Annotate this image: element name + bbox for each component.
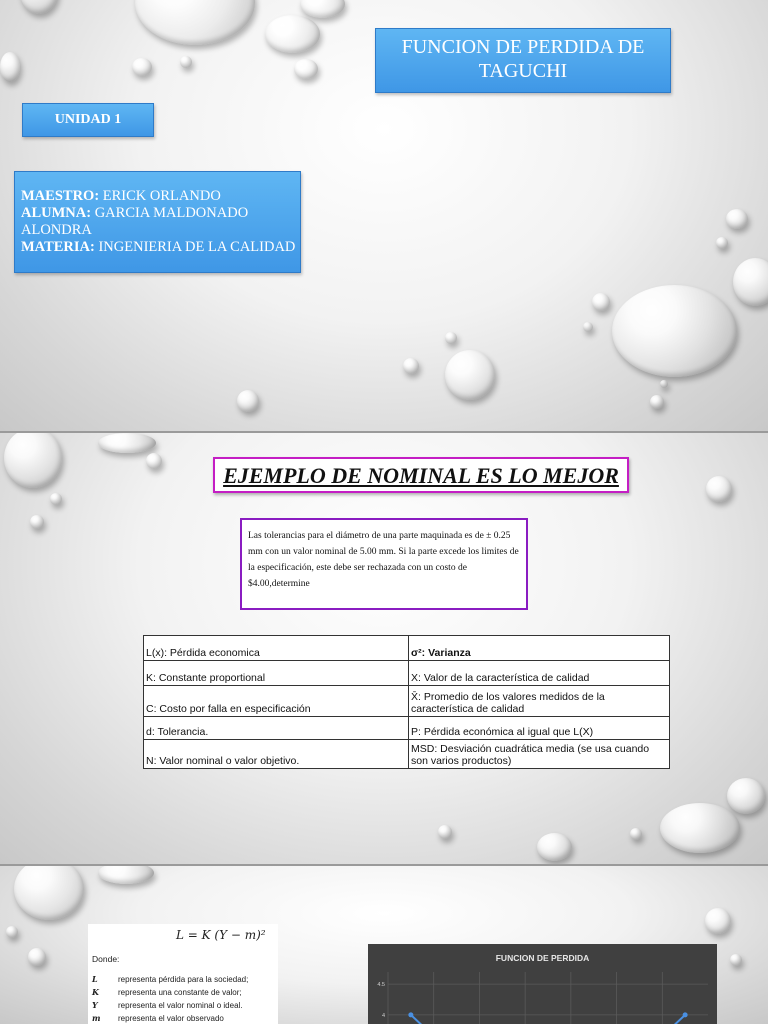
water-drop bbox=[583, 322, 593, 332]
water-drop bbox=[726, 209, 748, 229]
water-drop bbox=[660, 380, 668, 388]
water-drop bbox=[294, 59, 318, 79]
definition-text: representa el valor observado bbox=[118, 1014, 224, 1023]
table-cell: P: Pérdida económica al igual que L(X) bbox=[409, 717, 670, 740]
water-drop bbox=[265, 15, 320, 53]
definition-row bbox=[92, 987, 242, 997]
slide-example bbox=[0, 433, 768, 864]
water-drop bbox=[14, 866, 84, 920]
table-cell: L(x): Pérdida economica bbox=[144, 636, 409, 661]
table-row bbox=[144, 717, 670, 740]
y-tick-label: 4 bbox=[381, 1012, 385, 1019]
definition-row bbox=[92, 1013, 224, 1023]
table-cell: K: Constante proportional bbox=[144, 661, 409, 686]
definitions-table bbox=[143, 635, 670, 769]
chart-plot bbox=[368, 944, 717, 1024]
symbol: K bbox=[92, 987, 99, 997]
water-drop bbox=[445, 332, 457, 344]
table-cell: X: Valor de la característica de calidad bbox=[409, 661, 670, 686]
water-drop bbox=[727, 778, 765, 814]
table-row bbox=[144, 686, 670, 717]
table-cell: d: Tolerancia. bbox=[144, 717, 409, 740]
water-drop bbox=[706, 476, 732, 502]
student-name: GARCIA MALDONADO ALONDRA bbox=[21, 205, 249, 238]
table-row bbox=[144, 636, 670, 661]
table-cell: X̄: Promedio de los valores medidos de la característica de calidad bbox=[409, 686, 670, 717]
water-drop bbox=[98, 866, 154, 884]
water-drop bbox=[733, 258, 768, 306]
water-drop bbox=[237, 390, 259, 412]
water-drop bbox=[630, 828, 642, 840]
definition-text: representa pérdida para la sociedad; bbox=[118, 975, 249, 984]
water-drop bbox=[28, 948, 46, 966]
student-label: ALUMNA: bbox=[21, 205, 92, 221]
water-drop bbox=[716, 237, 728, 249]
water-drop bbox=[30, 515, 44, 529]
symbol: L bbox=[92, 974, 98, 984]
water-drop bbox=[132, 58, 152, 76]
table-cell: σ²: Varianza bbox=[409, 636, 670, 661]
teacher-line bbox=[21, 188, 300, 205]
table-cell: N: Valor nominal o valor objetivo. bbox=[144, 740, 409, 769]
water-drop bbox=[50, 493, 62, 505]
water-drop bbox=[660, 803, 740, 853]
water-drop bbox=[300, 0, 345, 18]
slide-title bbox=[0, 0, 768, 431]
table-cell: C: Costo por falla en especificación bbox=[144, 686, 409, 717]
water-drop bbox=[592, 293, 610, 311]
water-drop bbox=[146, 453, 162, 469]
water-drop bbox=[4, 433, 62, 488]
subject-name: INGENIERIA DE LA CALIDAD bbox=[94, 239, 296, 255]
water-drop bbox=[730, 954, 742, 966]
definition-row bbox=[92, 1000, 243, 1010]
y-tick-label: 4.5 bbox=[377, 982, 385, 989]
water-drop bbox=[612, 285, 737, 377]
definition-text: representa una constante de valor; bbox=[118, 988, 242, 997]
water-drop bbox=[445, 350, 495, 400]
water-drop bbox=[0, 52, 20, 82]
symbol: Y bbox=[92, 1000, 98, 1010]
definition-text: representa el valor nominal o ideal. bbox=[118, 1001, 243, 1010]
water-drop bbox=[705, 908, 731, 934]
slide-loss-function bbox=[0, 866, 768, 1024]
water-drop bbox=[135, 0, 255, 45]
data-point bbox=[408, 1012, 413, 1017]
water-drop bbox=[438, 825, 452, 839]
subject-label: MATERIA: bbox=[21, 239, 95, 255]
water-drop bbox=[180, 56, 192, 68]
water-drop bbox=[537, 833, 572, 861]
problem-statement: Las tolerancias para el diámetro de una parte maquinada es de ± 0.25 mm con un valor nominal de 5.00 mm. Si la parte excede los limites de la especificación, este debe ser rechazada con un costo de $4.00,determine bbox=[240, 518, 528, 610]
formula-panel bbox=[88, 924, 278, 1024]
student-line bbox=[21, 205, 300, 239]
teacher-label: MAESTRO: bbox=[21, 188, 100, 204]
loss-function-chart bbox=[368, 944, 717, 1024]
chart-title: FUNCION DE PERDIDA bbox=[495, 953, 590, 963]
example-title: EJEMPLO DE NOMINAL ES LO MEJOR bbox=[213, 457, 629, 493]
teacher-name: ERICK ORLANDO bbox=[99, 188, 221, 204]
loss-formula: L = K (Y − m)² bbox=[176, 928, 266, 942]
info-box bbox=[14, 171, 301, 273]
data-point bbox=[683, 1012, 688, 1017]
presentation-title: FUNCION DE PERDIDA DE TAGUCHI bbox=[375, 28, 671, 93]
table-row bbox=[144, 740, 670, 769]
unit-label: UNIDAD 1 bbox=[22, 103, 154, 137]
symbol: m bbox=[92, 1013, 101, 1023]
table-cell: MSD: Desviación cuadrática media (se usa cuando son varios productos) bbox=[409, 740, 670, 769]
water-drop bbox=[6, 926, 18, 938]
water-drop bbox=[20, 0, 58, 14]
where-label: Donde: bbox=[92, 954, 120, 964]
subject-line bbox=[21, 239, 300, 256]
water-drop bbox=[650, 395, 664, 409]
definition-row bbox=[92, 974, 248, 984]
table-row bbox=[144, 661, 670, 686]
water-drop bbox=[403, 358, 419, 374]
water-drop bbox=[98, 433, 156, 453]
